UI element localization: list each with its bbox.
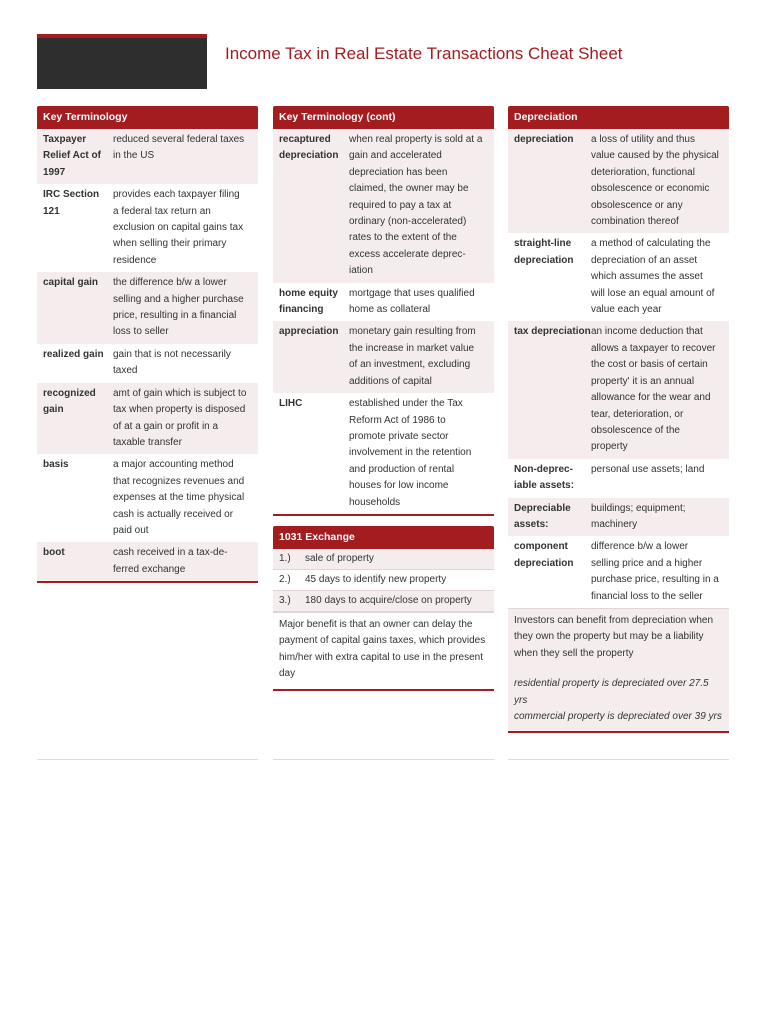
term-row [273, 321, 494, 393]
step-row [273, 591, 494, 612]
term-definition: amt of gain which is subject to tax when property is disposed of at a gain or profit in a taxable transfer [113, 387, 247, 448]
term-row [508, 321, 729, 458]
term-definition: established under the Tax Reform Act of 1986 to promote private sector involvement in the retention and production of rental houses for low income households [349, 398, 472, 508]
step-row [273, 549, 494, 570]
term-label: component depreciation [514, 541, 574, 569]
depreciation-box [508, 106, 729, 733]
term-row [37, 542, 258, 581]
term-definition: a major accounting method that recognizes revenues and expenses at the time physical cash is actually received or paid out [113, 459, 245, 536]
residential-note: residential property is depreciated over 27.5 yrs [514, 678, 709, 706]
term-label: boot [43, 547, 65, 559]
term-row [273, 283, 494, 322]
term-label: depreciation [514, 134, 574, 145]
term-row [273, 393, 494, 514]
term-label: capital gain [43, 277, 99, 289]
commercial-note: commercial property is depreciated over 39 yrs [514, 711, 722, 722]
logo-block [37, 34, 207, 89]
term-label: straight-line depreciation [514, 238, 574, 266]
term-label: realized gain [43, 348, 104, 360]
term-row [508, 459, 729, 498]
page-title: Income Tax in Real Estate Transactions Cheat Sheet [225, 44, 623, 63]
depreciation-note-text: Investors can benefit from depreciation when they own the property but may be a liability when they sell the property [514, 614, 713, 659]
column-3 [508, 106, 729, 743]
key-terminology-cont-box [273, 106, 494, 516]
term-definition: when real property is sold at a gain and accelerated depreciation has been claimed, the owner may be required to pay a tax at ordinary (non-accelerated) rates to the extent of the excess accelerate depreciation [349, 134, 483, 277]
term-definition: personal use assets; land [591, 463, 705, 475]
term-label: Depreciable assets: [514, 502, 571, 530]
term-definition: reduced several federal taxes in the US [113, 134, 245, 162]
term-definition: provides each taxpayer filing a federal tax return an exclusion on capital gains tax when selling their primary residence [113, 189, 244, 266]
step-row [273, 570, 494, 591]
term-row [508, 129, 729, 233]
term-label: home equity financing [279, 287, 338, 316]
depreciation-note [508, 608, 729, 731]
term-row [508, 536, 729, 608]
step-text: 45 days to identify new property [305, 573, 447, 585]
step-number: 1.) [279, 552, 291, 564]
term-label: tax depreciation [514, 326, 591, 338]
term-row [37, 344, 258, 383]
term-label: IRC Section 121 [43, 189, 100, 217]
term-row [508, 498, 729, 537]
step-number: 3.) [279, 594, 291, 606]
exchange-1031-header: 1031 Exchange [273, 526, 494, 549]
depreciation-header: Depreciation [508, 106, 729, 129]
term-label: appreciation [279, 326, 339, 338]
footer-divider [508, 759, 729, 760]
step-text: sale of property [305, 552, 374, 564]
column-1 [37, 106, 258, 593]
term-row [37, 454, 258, 542]
term-row [37, 184, 258, 272]
term-row [37, 272, 258, 344]
term-row [37, 129, 258, 184]
term-label: recognized gain [43, 387, 96, 416]
term-definition: buildings; equipment; machinery [591, 502, 686, 530]
footer-divider [273, 759, 494, 760]
term-definition: the difference b/w a lower selling and a higher purchase price, resulting in a financial loss to seller [113, 277, 244, 338]
term-definition: gain that is not necessarily taxed [113, 348, 231, 377]
term-label: Non-depreciable assets: [514, 463, 575, 492]
term-row [273, 129, 494, 283]
term-label: LIHC [279, 398, 303, 410]
term-definition: cash received in a tax-deferred exchange [113, 547, 228, 575]
term-definition: a method of calculating the depreciation of an asset which assumes the asset will lose an equal amount of value each year [591, 238, 715, 316]
term-definition: mortgage that uses qualified home as collateral [349, 287, 475, 316]
key-terminology-cont-header: Key Terminology (cont) [273, 106, 494, 129]
exchange-1031-box [273, 526, 494, 691]
footer-divider [37, 759, 258, 760]
step-number: 2.) [279, 573, 291, 585]
term-row [37, 383, 258, 455]
exchange-note: Major benefit is that an owner can delay the payment of capital gains taxes, which provides him/her with extra capital to use in the present day [273, 612, 494, 689]
note-spacer [514, 662, 723, 676]
key-terminology-header: Key Terminology [37, 106, 258, 129]
term-label: Taxpayer Relief Act of 1997 [43, 134, 101, 178]
term-definition: difference b/w a lower selling price and a higher purchase price, resulting in a financial loss to the seller [591, 541, 719, 602]
column-2 [273, 106, 494, 701]
term-definition: an income deduction that allows a taxpayer to recover the cost or basis of certain property' it is an annual allowance for the wear and tear, deterioration, or obsolescence of the property [591, 326, 716, 453]
step-text: 180 days to acquire/close on property [305, 594, 472, 606]
term-definition: a loss of utility and thus value caused by the physical deterioration, functional obsolescence or economic obsolescence or any combination thereof [591, 134, 719, 228]
term-row [508, 233, 729, 321]
term-label: basis [43, 459, 69, 471]
key-terminology-box [37, 106, 258, 583]
term-label: recaptured depreciation [279, 134, 339, 162]
term-definition: monetary gain resulting from the increase in market value of an investment, excluding additions of capital [349, 326, 476, 387]
